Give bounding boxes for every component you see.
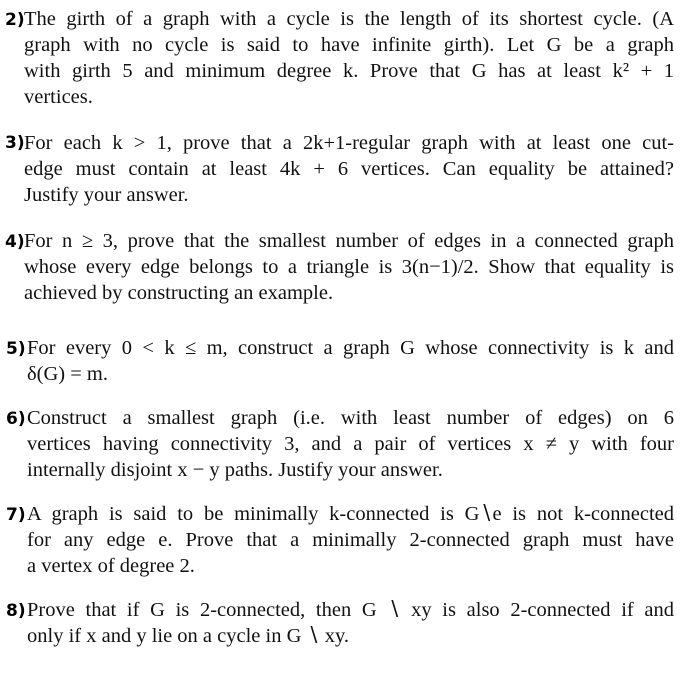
text-line: whose every edge belongs to a triangle is 3(n−1)/2. Show that equality is [24,256,674,278]
problem-text [24,6,674,110]
problem-number: 7) [6,505,26,525]
text-line: with girth 5 and minimum degree k. Prove that G has at least k² + 1 [24,60,674,82]
text-line: vertices. [24,86,93,108]
text-line: internally disjoint x − y paths. Justify your answer. [27,459,443,481]
problem-text [27,405,674,483]
text-line: For every 0 < k ≤ m, construct a graph G whose connectivity is k and [27,337,674,359]
text-line: achieved by constructing an example. [24,282,334,304]
text-line: for any edge e. Prove that a minimally 2-connected graph must have [27,529,674,551]
problem-text [24,228,674,306]
text-line: Justify your answer. [24,184,189,206]
problem-number: 4) [5,232,25,252]
problem-number: 8) [6,601,26,621]
text-line: only if x and y lie on a cycle in G ∖ xy. [27,625,349,647]
text-line: A graph is said to be minimally k-connected is G∖e is not k-connected [27,503,674,525]
problem-number: 6) [6,409,26,429]
text-line: Prove that if G is 2-connected, then G ∖ xy is also 2-connected if and [27,599,674,621]
text-line: For each k > 1, prove that a 2k+1-regular graph with at least one cut- [24,132,674,154]
problem-number: 2) [5,10,25,30]
problem-number: 3) [5,133,25,153]
text-line: The girth of a graph with a cycle is the length of its shortest cycle. (A [24,8,674,30]
text-line: Construct a smallest graph (i.e. with least number of edges) on 6 [27,407,674,429]
problem-text [27,597,674,649]
text-line: a vertex of degree 2. [27,555,195,577]
problem-text [24,130,674,208]
text-line: vertices having connectivity 3, and a pair of vertices x ≠ y with four [27,433,674,455]
text-line: For n ≥ 3, prove that the smallest number of edges in a connected graph [24,230,674,252]
text-line: graph with no cycle is said to have infinite girth). Let G be a graph [24,34,674,56]
problem-text [27,501,674,579]
problem-number: 5) [6,339,26,359]
text-line: edge must contain at least 4k + 6 vertices. Can equality be attained? [24,158,674,180]
problem-text [27,335,674,387]
text-line: δ(G) = m. [27,363,108,385]
